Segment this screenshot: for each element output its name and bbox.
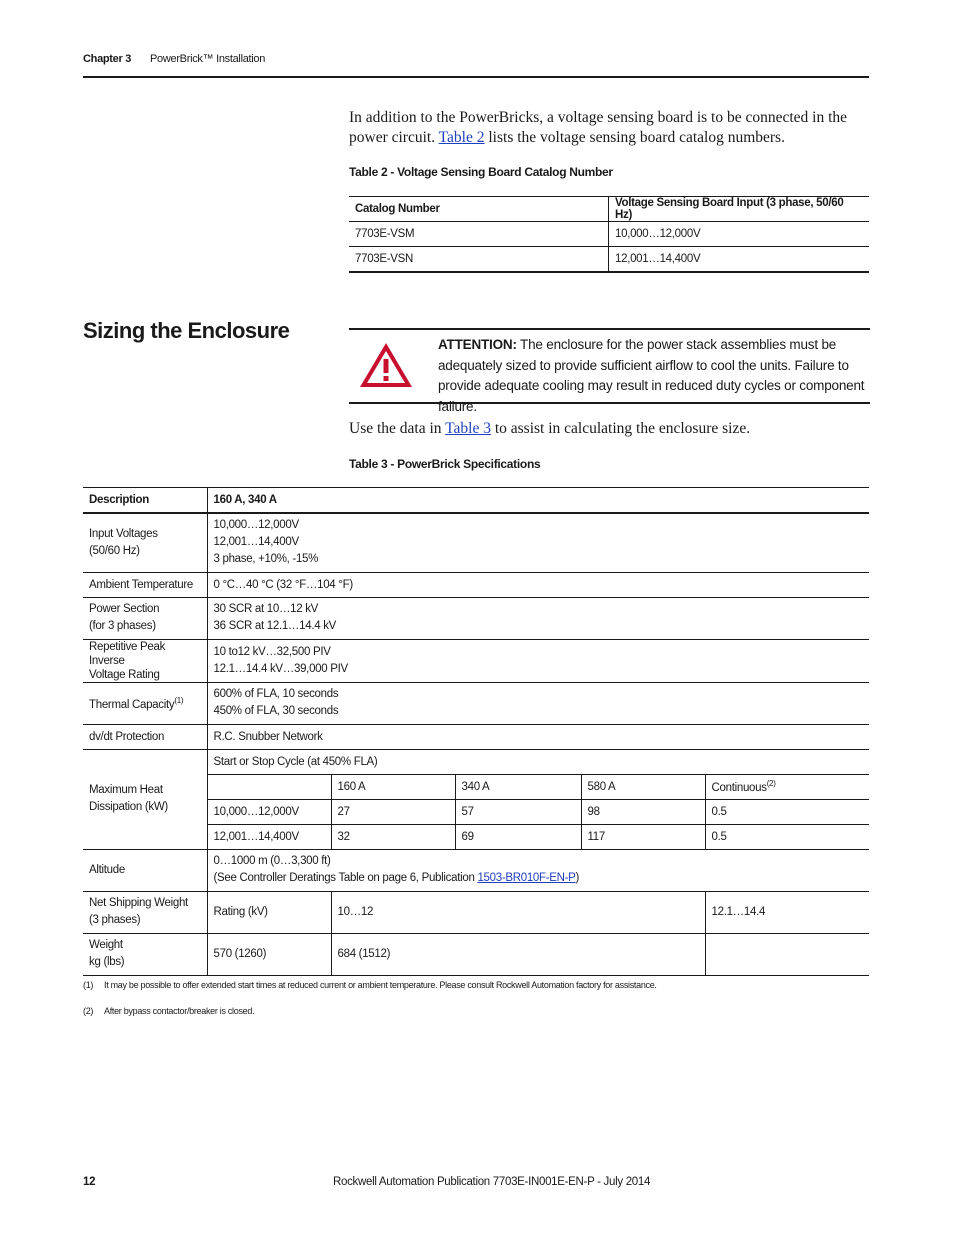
value-line: 36 SCR at 12.1…14.4 kV xyxy=(213,620,337,632)
row-label-line: Voltage Rating xyxy=(89,668,160,681)
table-row xyxy=(349,247,869,273)
table3-caption: Table 3 - PowerBrick Specifications xyxy=(349,457,541,471)
cell: 0.5 xyxy=(705,824,869,849)
table-row xyxy=(83,724,869,749)
table-header-row xyxy=(349,197,869,222)
row-label xyxy=(83,513,207,572)
row-label xyxy=(83,933,207,975)
table-row xyxy=(83,597,869,639)
warning-triangle-icon xyxy=(358,340,414,390)
heat-cycle-label: Start or Stop Cycle (at 450% FLA) xyxy=(207,749,869,774)
row-label-line: (3 phases) xyxy=(89,914,141,926)
row-value xyxy=(207,639,869,682)
row-label-line: Maximum Heat xyxy=(89,784,163,796)
cell: 10…12 xyxy=(331,891,705,933)
row-label xyxy=(83,639,207,682)
footnote-number: (2) xyxy=(83,1006,94,1016)
table-row xyxy=(83,891,869,933)
cell: 12.1…14.4 xyxy=(705,891,869,933)
voltage-sensing-table xyxy=(349,196,869,273)
row-label-line: Power Section xyxy=(89,603,160,615)
row-value: R.C. Snubber Network xyxy=(207,724,869,749)
value-line: (See Controller Deratings Table on page 6, Publication xyxy=(213,872,478,884)
empty-cell xyxy=(207,774,331,799)
footnote-text: After bypass contactor/breaker is closed. xyxy=(104,1006,255,1016)
cell: 27 xyxy=(331,799,455,824)
publication-link[interactable]: 1503-BR010F-EN-P xyxy=(477,872,576,884)
footnote-number: (1) xyxy=(83,980,94,990)
row-label-line: Thermal Capacity xyxy=(89,698,175,711)
footnote-ref: (1) xyxy=(174,695,184,705)
cell: Rating (kV) xyxy=(207,891,331,933)
value-line: 600% of FLA, 10 seconds xyxy=(213,688,339,700)
row-value: 0 °C…40 °C (32 °F…104 °F) xyxy=(207,572,869,597)
column-header: Description xyxy=(83,488,207,514)
footnote-text: It may be possible to offer extended start times at reduced current or ambient temperature. Please consult Rockwell Automation factory for assistance. xyxy=(104,980,657,990)
row-value xyxy=(207,597,869,639)
footnote-ref: (2) xyxy=(766,779,776,789)
table3-link[interactable]: Table 3 xyxy=(445,420,491,437)
page-number: 12 xyxy=(83,1176,96,1188)
table-row xyxy=(83,933,869,975)
use-data-text-end: to assist in calculating the enclosure size. xyxy=(490,420,751,437)
table-row xyxy=(83,639,869,682)
value-line: 450% of FLA, 30 seconds xyxy=(213,705,339,717)
cell: 98 xyxy=(581,799,705,824)
table-row xyxy=(83,513,869,572)
column-header: 160 A xyxy=(331,774,455,799)
value-line-end: ) xyxy=(575,872,580,884)
row-label-line: Net Shipping Weight xyxy=(89,897,188,909)
row-value xyxy=(207,513,869,572)
column-header: Catalog Number xyxy=(349,197,609,222)
table2-link[interactable]: Table 2 xyxy=(438,129,485,146)
table-row xyxy=(83,572,869,597)
table-header-row xyxy=(83,488,869,514)
value-line: 0…1000 m (0…3,300 ft) xyxy=(213,855,331,867)
row-label-line: Dissipation (kW) xyxy=(89,801,168,813)
row-label: dv/dt Protection xyxy=(83,724,207,749)
attention-text xyxy=(438,335,868,417)
value-line: 12,001…14,400V xyxy=(213,536,299,549)
value-line: 12.1…14.4 kV…39,000 PIV xyxy=(213,662,348,675)
section-title: Sizing the Enclosure xyxy=(83,318,290,343)
cell: 684 (1512) xyxy=(331,933,705,975)
intro-text-end: lists the voltage sensing board catalog numbers. xyxy=(484,129,785,146)
voltage-input-cell: 10,000…12,000V xyxy=(609,222,870,247)
table-row xyxy=(83,682,869,724)
table-row xyxy=(349,222,869,247)
row-label-line: Input Voltages xyxy=(89,527,158,540)
table2-caption: Table 2 - Voltage Sensing Board Catalog Number xyxy=(349,165,613,179)
use-data-paragraph xyxy=(349,420,750,438)
voltage-input-cell: 12,001…14,400V xyxy=(609,247,870,273)
value-line: 10 to12 kV…32,500 PIV xyxy=(213,645,331,658)
cell: 69 xyxy=(455,824,581,849)
row-label-line: Repetitive Peak Inverse xyxy=(89,640,166,667)
column-header xyxy=(705,774,869,799)
cell: 117 xyxy=(581,824,705,849)
intro-text: In addition to the PowerBricks, a voltage sensing board is to be connected in the power circuit. xyxy=(349,109,848,146)
column-header: 340 A xyxy=(455,774,581,799)
publication-info: Rockwell Automation Publication 7703E-IN001E-EN-P - July 2014 xyxy=(333,1176,651,1188)
cell xyxy=(705,933,869,975)
value-line: 3 phase, +10%, -15% xyxy=(213,553,319,566)
attention-message: The enclosure for the power stack assemblies must be adequately sized to provide sufficient airflow to cool the units. Failure to provide adequate cooling may result in reduced duty cycles or component failure. xyxy=(438,337,865,414)
chapter-label: Chapter 3 xyxy=(83,53,132,65)
row-value xyxy=(207,849,869,891)
cell: 32 xyxy=(331,824,455,849)
row-label-line: (50/60 Hz) xyxy=(89,544,140,557)
catalog-number-cell: 7703E-VSM xyxy=(349,222,609,247)
table-row xyxy=(83,749,869,774)
cell: 57 xyxy=(455,799,581,824)
row-label-line: kg (lbs) xyxy=(89,956,125,968)
value-line: 30 SCR at 10…12 kV xyxy=(213,603,319,615)
row-label-line: Weight xyxy=(89,939,123,951)
cell: 10,000…12,000V xyxy=(207,799,331,824)
row-label xyxy=(83,891,207,933)
column-header: 160 A, 340 A xyxy=(207,488,869,514)
use-data-text: Use the data in xyxy=(349,420,446,437)
row-label xyxy=(83,597,207,639)
row-label: Altitude xyxy=(83,849,207,891)
intro-paragraph xyxy=(349,108,869,148)
powerbrick-specifications-table xyxy=(83,487,869,976)
catalog-number-cell: 7703E-VSN xyxy=(349,247,609,273)
row-value xyxy=(207,682,869,724)
row-label: Ambient Temperature xyxy=(83,572,207,597)
cell: 12,001…14,400V xyxy=(207,824,331,849)
attention-label: ATTENTION: xyxy=(438,337,517,352)
value-line: 10,000…12,000V xyxy=(213,519,299,532)
column-header: 580 A xyxy=(581,774,705,799)
cell: 570 (1260) xyxy=(207,933,331,975)
cell: 0.5 xyxy=(705,799,869,824)
row-label-line: (for 3 phases) xyxy=(89,620,156,632)
page-header xyxy=(83,52,869,78)
column-header: Voltage Sensing Board Input (3 phase, 50/60 Hz) xyxy=(609,197,870,222)
table-row xyxy=(83,849,869,891)
chapter-title: PowerBrick™ Installation xyxy=(150,53,266,65)
row-label xyxy=(83,749,207,849)
row-label xyxy=(83,682,207,724)
continuous-label: Continuous xyxy=(711,781,767,794)
attention-box xyxy=(349,328,870,414)
